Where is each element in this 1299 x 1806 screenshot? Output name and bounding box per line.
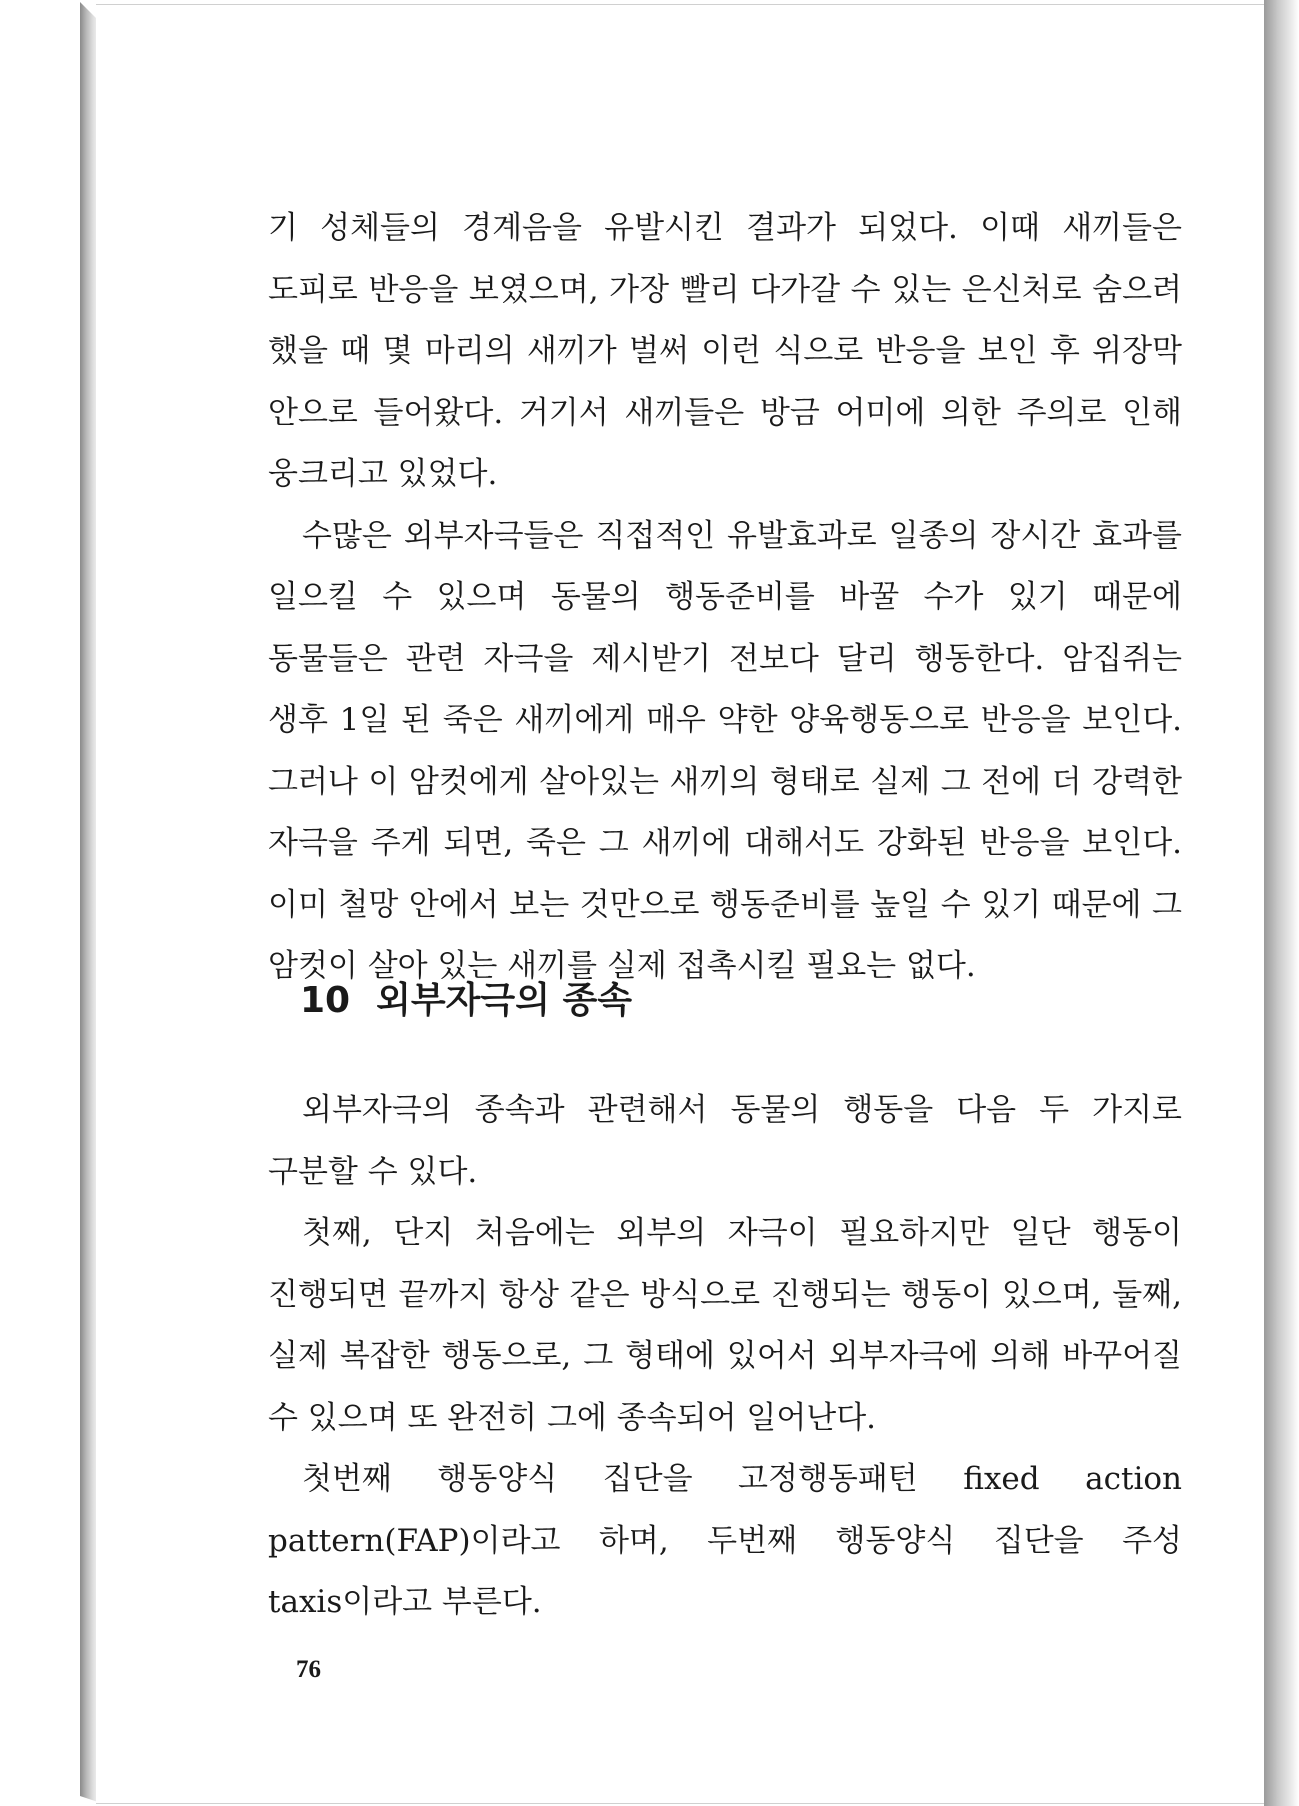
body-top — [268, 198, 1182, 998]
section-number: 10 — [300, 980, 351, 1021]
paragraph-2: 수많은 외부자극들은 직접적인 유발효과로 일종의 장시간 효과를 일으킬 수 있으며 동물의 행동준비를 바꿀 수가 있기 때문에 동물들은 관련 자극을 제시받기 전보다 달리 행동한다. 암집쥐는 생후 1일 된 죽은 새끼에게 매우 약한 양육행동으로 반응을 보인다. 그러나 이 암컷에게 살아있는 새끼의 형태로 실제 그 전에 더 강력한 자극을 주게 되면, 죽은 그 새끼에 대해서도 강화된 반응을 보인다. 이미 철망 안에서 보는 것만으로 행동준비를 높일 수 있기 때문에 그 암컷이 살아 있는 새끼를 실제 접촉시킬 필요는 없다. — [268, 517, 1182, 984]
body-bottom — [268, 1080, 1182, 1634]
page-number: 76 — [296, 1656, 321, 1683]
paragraph-1: 기 성체들의 경계음을 유발시킨 결과가 되었다. 이때 새끼들은 도피로 반응을 보였으며, 가장 빨리 다가갈 수 있는 은신처로 숨으려 했을 때 몇 마리의 새끼가 벌써 이런 식으로 반응을 보인 후 위장막 안으로 들어왔다. 거기서 새끼들은 방금 어미에 의한 주의로 인해 웅크리고 있었다. — [268, 210, 1182, 492]
page-shadow — [1264, 0, 1299, 1806]
paragraph-4: 첫째, 단지 처음에는 외부의 자극이 필요하지만 일단 행동이 진행되면 끝까지 항상 같은 방식으로 진행되는 행동이 있으며, 둘째, 실제 복잡한 행동으로, 그 형태에 있어서 외부자극에 의해 바꾸어질 수 있으며 또 완전히 그에 종속되어 일어난다. — [268, 1215, 1182, 1436]
section-heading — [300, 972, 632, 1023]
paragraph-5: 첫번째 행동양식 집단을 고정행동패턴 fixed action pattern(FAP)이라고 하며, 두번째 행동양식 집단을 주성 taxis이라고 부른다. — [268, 1461, 1182, 1620]
paragraph-3: 외부자극의 종속과 관련해서 동물의 행동을 다음 두 가지로 구분할 수 있다. — [268, 1092, 1182, 1190]
section-title: 외부자극의 종속 — [376, 980, 633, 1021]
